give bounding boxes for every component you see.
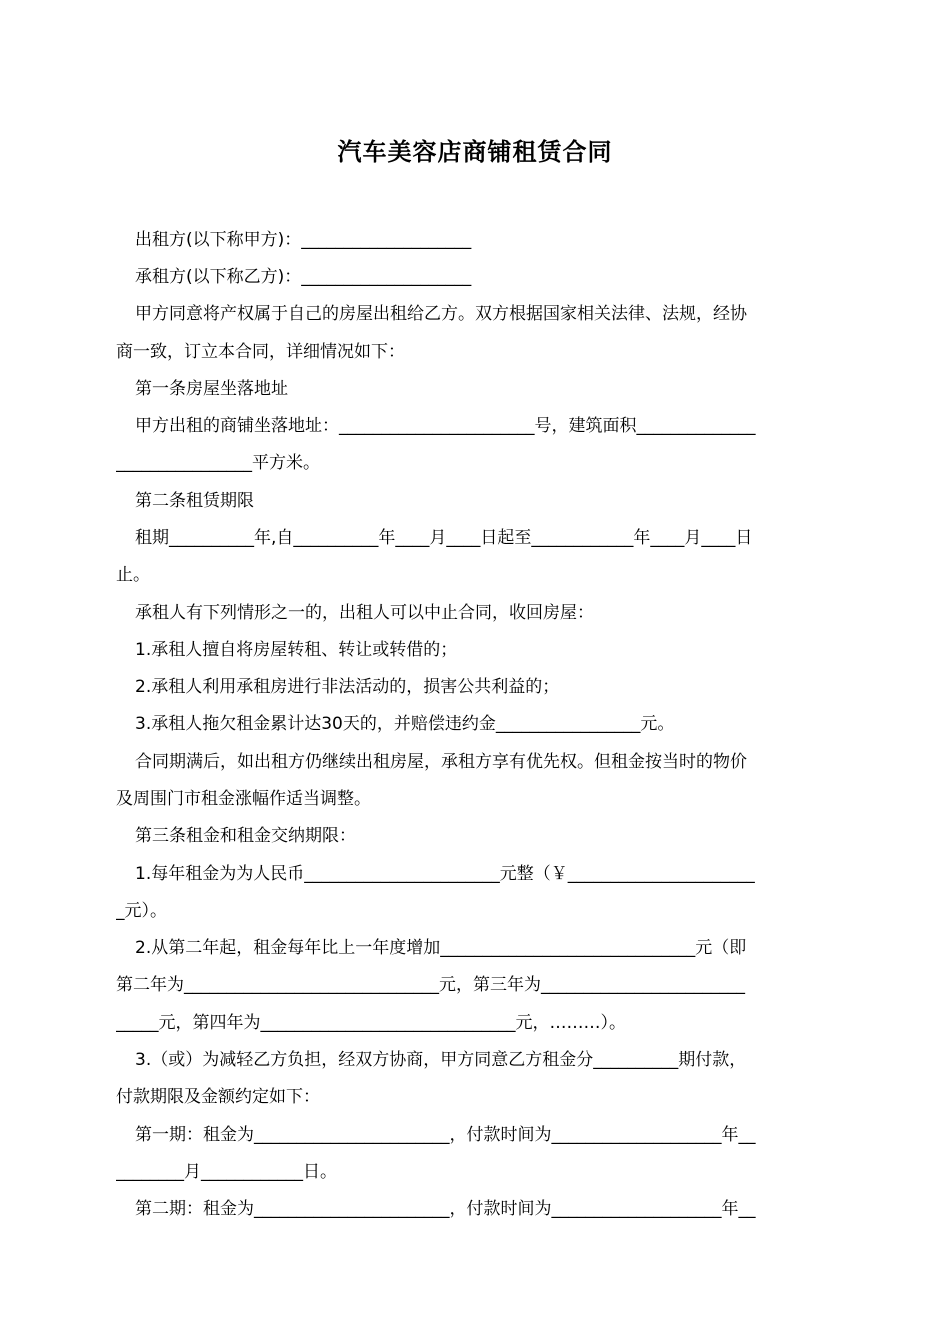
article-2-heading: 第二条租赁期限: [135, 491, 254, 511]
document-title: 汽车美容店商铺租赁合同: [337, 138, 613, 166]
lessor-line: 出租方(以下称甲方)：____________________: [135, 230, 472, 250]
rent-item-3-line-2: 付款期限及金额约定如下：: [116, 1087, 320, 1107]
termination-item-3: 3.承租人拖欠租金累计达30天的，并赔偿违约金_________________元。: [135, 714, 675, 734]
installment-1-line-1: 第一期：租金为_______________________，付款时间为____________________年__: [135, 1125, 756, 1145]
intro-paragraph-line-2: 商一致，订立本合同，详细情况如下：: [116, 342, 405, 362]
rent-item-2-line-1: 2.从第二年起，租金每年比上一年度增加______________________________元（即: [135, 938, 747, 958]
rent-item-1-line-2: _元）。: [116, 901, 167, 921]
termination-item-1: 1.承租人擅自将房屋转租、转让或转借的；: [135, 640, 458, 660]
lessee-line: 承租方(以下称乙方)：____________________: [135, 267, 472, 287]
address-line-1: 甲方出租的商铺坐落地址：_______________________号，建筑面积______________: [135, 416, 756, 436]
termination-item-2: 2.承租人利用承租房进行非法活动的，损害公共利益的；: [135, 677, 560, 697]
rent-item-2-line-3: _____元，第四年为______________________________元，………）。: [116, 1013, 626, 1033]
rent-item-3-line-1: 3.（或）为减轻乙方负担，经双方协商，甲方同意乙方租金分__________期付款，: [135, 1050, 747, 1070]
intro-paragraph-line-1: 甲方同意将产权属于自己的房屋出租给乙方。双方根据国家相关法律、法规，经协: [135, 304, 747, 324]
installment-1-line-2: ________月____________日。: [116, 1162, 337, 1182]
article-1-heading: 第一条房屋坐落地址: [135, 379, 288, 399]
installment-2-line-1: 第二期：租金为_______________________，付款时间为____________________年__: [135, 1199, 756, 1219]
renewal-paragraph-line-2: 及周围门市租金涨幅作适当调整。: [116, 789, 371, 809]
lease-term-line-1: 租期__________年,自__________年____月____日起至____________年____月____日: [135, 528, 753, 548]
rent-item-2-line-2: 第二年为______________________________元，第三年为________________________: [116, 975, 745, 995]
termination-intro: 承租人有下列情形之一的，出租人可以中止合同，收回房屋：: [135, 603, 594, 623]
renewal-paragraph-line-1: 合同期满后，如出租方仍继续出租房屋，承租方享有优先权。但租金按当时的物价: [135, 752, 747, 772]
lease-term-line-2: 止。: [116, 565, 150, 585]
rent-item-1-line-1: 1.每年租金为为人民币_______________________元整（￥______________________: [135, 864, 755, 884]
address-line-2: ________________平方米。: [116, 453, 320, 473]
article-3-heading: 第三条租金和租金交纳期限：: [135, 826, 356, 846]
